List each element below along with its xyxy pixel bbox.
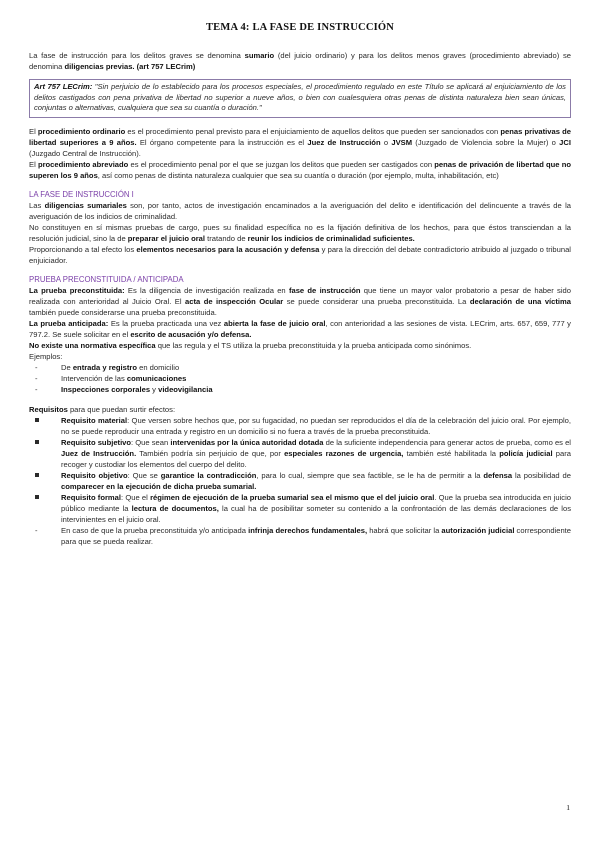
diligencias-paragraph: Las diligencias sumariales son, por tanto, actos de investigación encaminados a la averiguación del delito e identificación del delincuente a través de la averiguación de los indicios de criminalidad. — [29, 200, 571, 221]
quote-label: Art 757 LECrim: — [34, 82, 93, 91]
normativa-paragraph: No existe una normativa específica que las regula y el TS utiliza la prueba preconstituida y la prueba anticipada como sinónimos. — [29, 340, 472, 350]
requisitos-list — [29, 415, 571, 547]
page-number: 1 — [566, 803, 570, 812]
intro-paragraph: La fase de instrucción para los delitos graves se denomina sumario (del juicio ordinario) y para los delitos menos graves (procedimiento abreviado) se denomina diligencias previas. (art 757 LECrim) — [29, 51, 571, 71]
list-item: - Inspecciones corporales y videovigilancia — [35, 384, 571, 395]
ordinario-paragraph: El procedimiento ordinario es el procedimiento penal previsto para el enjuiciamiento de aquellos delitos que pueden ser sancionados con penas privativas de libertad superiores a 9 años. El órgano competente para la instrucción es el Juez de Instrucción o JVSM (Juzgado de Violencia sobre la Mujer) o JCI (Juzgado Central de Instrucción). — [29, 126, 571, 158]
document-page — [29, 22, 571, 547]
list-item: - De entrada y registro en domicilio — [35, 362, 571, 373]
examples-list — [29, 362, 571, 395]
pruebas-cargo-paragraph: No constituyen en sí mismas pruebas de cargo, pues su finalidad específica no es la fijación definitiva de los hechos, para que éstos transciendan a la resolución judicial, sino la de preparar el juicio oral tratando de reunir los indicios de criminalidad suficientes. — [29, 222, 571, 243]
list-item: Requisito objetivo: Que se garantice la contradicción, para lo cual, siempre que sea factible, se le ha de permitir a la defensa la posibilidad de comparecer en la ejecución de dicha prueba sumarial. — [35, 470, 571, 492]
list-item: Requisito formal: Que el régimen de ejecución de la prueba sumarial sea el mismo que el del juicio oral. Que la prueba sea introducida en juicio público mediante la lectura de documentos, la cual ha de posibilitar someter su contenido a la confrontación de las demás declaraciones de los intervinientes en el juicio oral. — [35, 492, 571, 525]
examples-label: Ejemplos: — [29, 351, 63, 361]
anticipada-paragraph: La prueba anticipada: Es la prueba practicada una vez abierta la fase de juicio oral, con anterioridad a las sesiones de vista. LECrim, arts. 657, 659, 777 y 797.2. Se suele solicitar en el escrito de acusación y/o defensa. — [29, 318, 571, 339]
section-heading-prueba: PRUEBA PRECONSTITUIDA / ANTICIPADA — [29, 274, 184, 284]
list-item: Requisito subjetivo: Que sean intervenidas por la única autoridad dotada de la suficiente independencia para generar actos de prueba, como es el Juez de Instrucción. También podría sin perjuicio de que, por especiales razones de urgencia, también esté habilitada la policía judicial para recoger y custodiar los elementos del cuerpo del delito. — [35, 437, 571, 470]
abreviado-paragraph: El procedimiento abreviado es el procedimiento penal por el que se juzgan los delitos que pueden ser castigados con penas de privación de libertad que no superen los 9 años, así como penas de distinta naturaleza cualquier que sea su cuantía o duración (por ejemplo, multa, inhabilitación, etc) — [29, 159, 571, 180]
list-item: Requisito material: Que versen sobre hechos que, por su fugacidad, no puedan ser reproducidos el día de la celebración del juicio oral. Por ejemplo, no se puede reproducir una entrada y registro en un domicilio si no fuera a través de la prueba preconstituida. — [35, 415, 571, 437]
elementos-paragraph: Proporcionando a tal efecto los elementos necesarios para la acusación y defensa y para la dirección del debate contradictorio atribuido al juzgado o tribunal enjuiciador. — [29, 244, 571, 265]
article-quote-box — [29, 79, 571, 118]
page-title: TEMA 4: LA FASE DE INSTRUCCIÓN — [205, 22, 395, 33]
list-item: - Intervención de las comunicaciones — [35, 373, 571, 384]
preconstituida-paragraph: La prueba preconstituida: Es la diligencia de investigación realizada en fase de instrucción que tiene un mayor valor probatorio a pesar de haber sido realizada con anterioridad al Juicio Oral. El acta de inspección Ocular se puede considerar una prueba preconstituida. La declaración de una víctima también puede considerarse una prueba preconstituida. — [29, 285, 571, 317]
requisitos-label: Requisitos para que puedan surtir efectos: — [29, 404, 176, 414]
list-item: - En caso de que la prueba preconstituida y/o anticipada infrinja derechos fundamentales, habrá que solicitar la autorización judicial correspondiente para que se pueda realizar. — [35, 525, 571, 547]
section-heading-instruccion: LA FASE DE INSTRUCCIÓN I — [29, 189, 134, 199]
quote-text: "Sin perjuicio de lo establecido para los procesos especiales, el procedimiento regulado en este Título se aplicará al enjuiciamiento de los delitos castigados con pena privativa de libertad no superior a nueve años, o bien con cualesquiera otras penas de distinta naturaleza bien sean únicas, conjuntas o alternativas, cualquiera que sea su cuantía o duración." — [34, 82, 566, 112]
